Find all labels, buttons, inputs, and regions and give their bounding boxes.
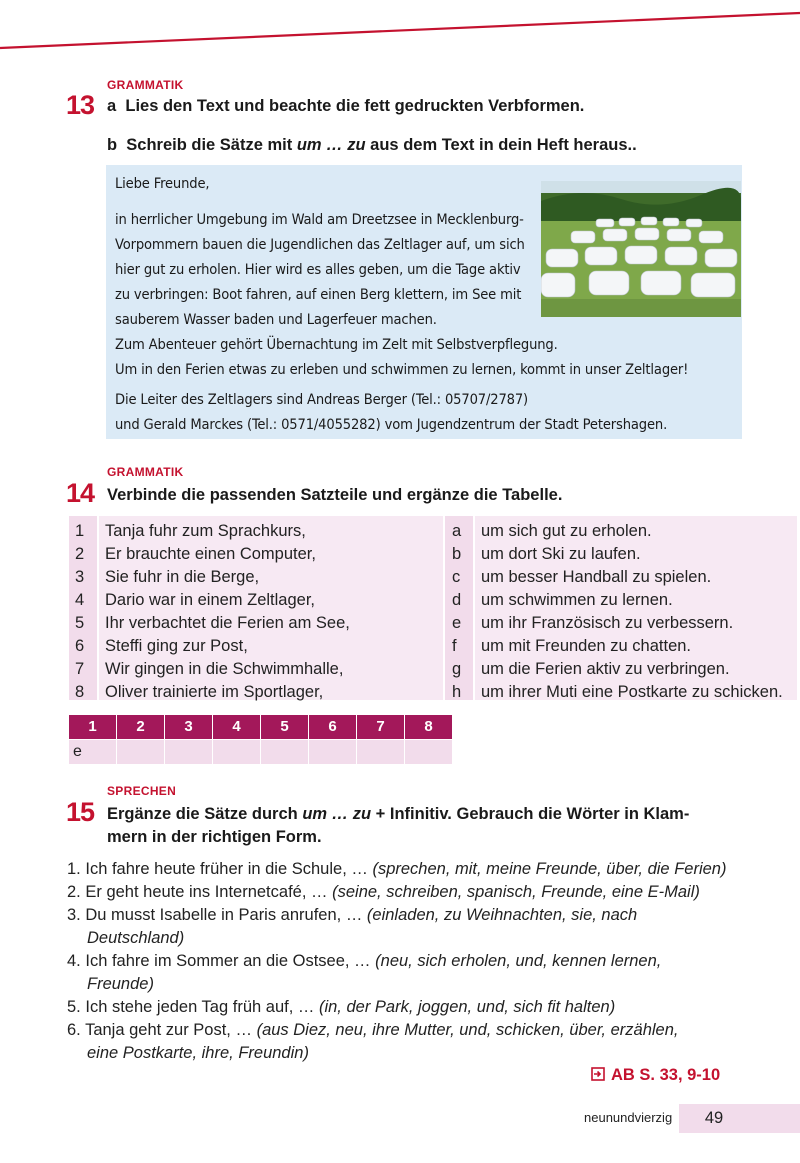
grid-answer-cell[interactable] bbox=[357, 740, 404, 764]
right-clause: um ihr Französisch zu verbessern. bbox=[481, 614, 734, 632]
task-text: Er geht heute ins Internetcafé, … bbox=[85, 883, 328, 901]
letter-line: sauberem Wasser baden und Lagerfeuer machen. bbox=[115, 311, 437, 328]
ex13-task-b-letter: b bbox=[107, 136, 118, 154]
grid-header: 7 bbox=[357, 715, 404, 739]
header-rule bbox=[0, 0, 800, 60]
letter-line: Liebe Freunde, bbox=[115, 175, 210, 192]
grid-answer-cell[interactable] bbox=[309, 740, 356, 764]
left-clause: Sie fuhr in die Berge, bbox=[105, 568, 260, 586]
page-number: 49 bbox=[704, 1109, 724, 1127]
task-number: 6. bbox=[67, 1021, 81, 1039]
task-number: 1. bbox=[67, 860, 81, 878]
ex15-task-continuation bbox=[87, 927, 184, 950]
right-clause: um ihrer Muti eine Postkarte zu schicken. bbox=[481, 683, 783, 701]
right-letter: a bbox=[452, 522, 462, 540]
ex13-section-label: GRAMMATIK bbox=[107, 78, 184, 92]
task-hint: (einladen, zu Weihnachten, sie, nach bbox=[366, 906, 638, 924]
ex15-section-label: SPRECHEN bbox=[107, 784, 177, 798]
letter-line: in herrlicher Umgebung im Wald am Dreetzsee in Mecklenburg- bbox=[115, 211, 524, 228]
ex15-task bbox=[67, 950, 661, 973]
ex13-task-b-italic: um … zu bbox=[296, 136, 366, 154]
grid-answer-cell[interactable]: e bbox=[69, 740, 116, 764]
left-num: 3 bbox=[75, 568, 85, 586]
grid-answer-cell[interactable] bbox=[213, 740, 260, 764]
grid-header: 4 bbox=[213, 715, 260, 739]
ex14-matching-table bbox=[69, 516, 783, 701]
left-clause: Tanja fuhr zum Sprachkurs, bbox=[105, 522, 306, 540]
right-letter: b bbox=[452, 545, 462, 563]
grid-header: 8 bbox=[405, 715, 452, 739]
ex13-number: 13 bbox=[66, 90, 95, 120]
camp-photo bbox=[541, 181, 741, 317]
right-clause: um mit Freunden zu chatten. bbox=[481, 637, 692, 655]
page-number-box bbox=[679, 1104, 800, 1133]
left-num: 2 bbox=[75, 545, 85, 563]
right-letter: h bbox=[452, 683, 462, 701]
grid-header: 6 bbox=[309, 715, 356, 739]
task-hint: (aus Diez, neu, ihre Mutter, und, schicken, über, erzählen, bbox=[256, 1021, 679, 1039]
task-hint: Freunde) bbox=[87, 975, 154, 993]
ex13-task-b bbox=[107, 134, 637, 156]
page-number-word: neunundvierzig bbox=[584, 1110, 673, 1125]
ex14-instruction: Verbinde die passenden Satzteile und ergänze die Tabelle. bbox=[107, 486, 563, 504]
grid-answer-cell[interactable] bbox=[261, 740, 308, 764]
left-num: 1 bbox=[75, 522, 85, 540]
task-number: 5. bbox=[67, 998, 81, 1016]
letter-line: Zum Abenteuer gehört Übernachtung im Zelt mit Selbstverpflegung. bbox=[115, 336, 558, 353]
grid-answer-cell[interactable] bbox=[405, 740, 452, 764]
task-hint: (sprechen, mit, meine Freunde, über, die Ferien) bbox=[372, 860, 727, 878]
task-text: Tanja geht zur Post, … bbox=[85, 1021, 252, 1039]
task-hint: eine Postkarte, ihre, Freundin) bbox=[87, 1044, 309, 1062]
left-clause: Dario war in einem Zeltlager, bbox=[105, 591, 316, 609]
ex15-task bbox=[67, 1019, 678, 1042]
workbook-reference-text: AB S. 33, 9-10 bbox=[611, 1066, 721, 1084]
right-letter: e bbox=[452, 614, 462, 632]
ex13-task-b-text1: Schreib die Sätze mit bbox=[126, 136, 293, 154]
task-text: Ich fahre im Sommer an die Ostsee, … bbox=[85, 952, 371, 970]
task-text: Du musst Isabelle in Paris anrufen, … bbox=[85, 906, 363, 924]
ex15-instr-text1: Ergänze die Sätze durch bbox=[107, 805, 298, 823]
letter-line: zu verbringen: Boot fahren, auf einen Berg klettern, im See mit bbox=[115, 286, 522, 303]
letter-line: Vorpommern bauen die Jugendlichen das Zeltlager auf, um sich bbox=[115, 236, 525, 253]
left-clause: Wir gingen in die Schwimmhalle, bbox=[105, 660, 344, 678]
grid-header: 3 bbox=[165, 715, 212, 739]
grid-header: 1 bbox=[69, 715, 116, 739]
right-clause: um besser Handball zu spielen. bbox=[481, 568, 712, 586]
left-clause: Steffi ging zur Post, bbox=[105, 637, 248, 655]
ex15-task bbox=[67, 904, 637, 927]
letter-line: Um in den Ferien etwas zu erleben und schwimmen zu lernen, kommt in unser Zeltlager! bbox=[115, 361, 689, 378]
grid-answer-cell[interactable] bbox=[117, 740, 164, 764]
left-clause: Ihr verbachtet die Ferien am See, bbox=[105, 614, 350, 632]
left-clause: Er brauchte einen Computer, bbox=[105, 545, 316, 563]
ex15-instr-italic: um … zu bbox=[302, 805, 372, 823]
ex13-task-a-text: Lies den Text und beachte die fett gedruckten Verbformen. bbox=[125, 97, 585, 115]
ex15-task-continuation bbox=[87, 973, 154, 996]
workbook-reference[interactable] bbox=[591, 1066, 720, 1085]
camp-tents-illustration bbox=[541, 181, 741, 317]
task-number: 3. bbox=[67, 906, 81, 924]
letter-line: Die Leiter des Zeltlagers sind Andreas Berger (Tel.: 05707/2787) bbox=[115, 391, 529, 408]
task-text: Ich stehe jeden Tag früh auf, … bbox=[85, 998, 315, 1016]
letter-line: und Gerald Marckes (Tel.: 0571/4055282) vom Jugendzentrum der Stadt Petershagen. bbox=[115, 416, 668, 433]
right-letter: g bbox=[452, 660, 462, 678]
left-num: 5 bbox=[75, 614, 85, 632]
task-hint: (in, der Park, joggen, und, sich fit halten) bbox=[318, 998, 616, 1016]
grid-answer-cell[interactable] bbox=[165, 740, 212, 764]
grid-header: 5 bbox=[261, 715, 308, 739]
ex15-task-continuation bbox=[87, 1042, 309, 1065]
task-number: 4. bbox=[67, 952, 81, 970]
ex15-instruction-line2: mern in der richtigen Form. bbox=[107, 828, 322, 846]
right-clause: um sich gut zu erholen. bbox=[481, 522, 652, 540]
letter-line: hier gut zu erholen. Hier wird es alles geben, um die Tage aktiv bbox=[115, 261, 521, 278]
ex13-task-a bbox=[107, 95, 584, 117]
right-letter: d bbox=[452, 591, 462, 609]
right-letter: f bbox=[452, 637, 457, 655]
right-clause: um dort Ski zu laufen. bbox=[481, 545, 641, 563]
left-num: 6 bbox=[75, 637, 85, 655]
task-hint: (neu, sich erholen, und, kennen lernen, bbox=[375, 952, 662, 970]
ex15-task bbox=[67, 996, 615, 1019]
task-number: 2. bbox=[67, 883, 81, 901]
ex14-number: 14 bbox=[66, 478, 95, 508]
right-clause: um die Ferien aktiv zu verbringen. bbox=[481, 660, 730, 678]
task-hint: (seine, schreiben, spanisch, Freunde, eine E-Mail) bbox=[332, 883, 700, 901]
ex15-task bbox=[67, 858, 726, 881]
task-text: Ich fahre heute früher in die Schule, … bbox=[85, 860, 368, 878]
ex13-task-b-text2: aus dem Text in dein Heft heraus.. bbox=[370, 136, 637, 154]
ex15-number: 15 bbox=[66, 797, 95, 827]
arrow-box-icon bbox=[591, 1067, 605, 1081]
right-clause: um schwimmen zu lernen. bbox=[481, 591, 673, 609]
left-clause: Oliver trainierte im Sportlager, bbox=[105, 683, 324, 701]
right-letter: c bbox=[452, 568, 461, 586]
ex15-task bbox=[67, 881, 700, 904]
task-hint: Deutschland) bbox=[87, 929, 185, 947]
ex13-task-a-letter: a bbox=[107, 97, 117, 115]
left-num: 8 bbox=[75, 683, 85, 701]
left-num: 4 bbox=[75, 591, 85, 609]
left-num: 7 bbox=[75, 660, 85, 678]
grid-header: 2 bbox=[117, 715, 164, 739]
ex15-instruction-line1 bbox=[107, 803, 689, 825]
ex14-section-label: GRAMMATIK bbox=[107, 465, 184, 479]
ex15-instr-text2: + Infinitiv. Gebrauch die Wörter in Klam- bbox=[375, 805, 690, 823]
